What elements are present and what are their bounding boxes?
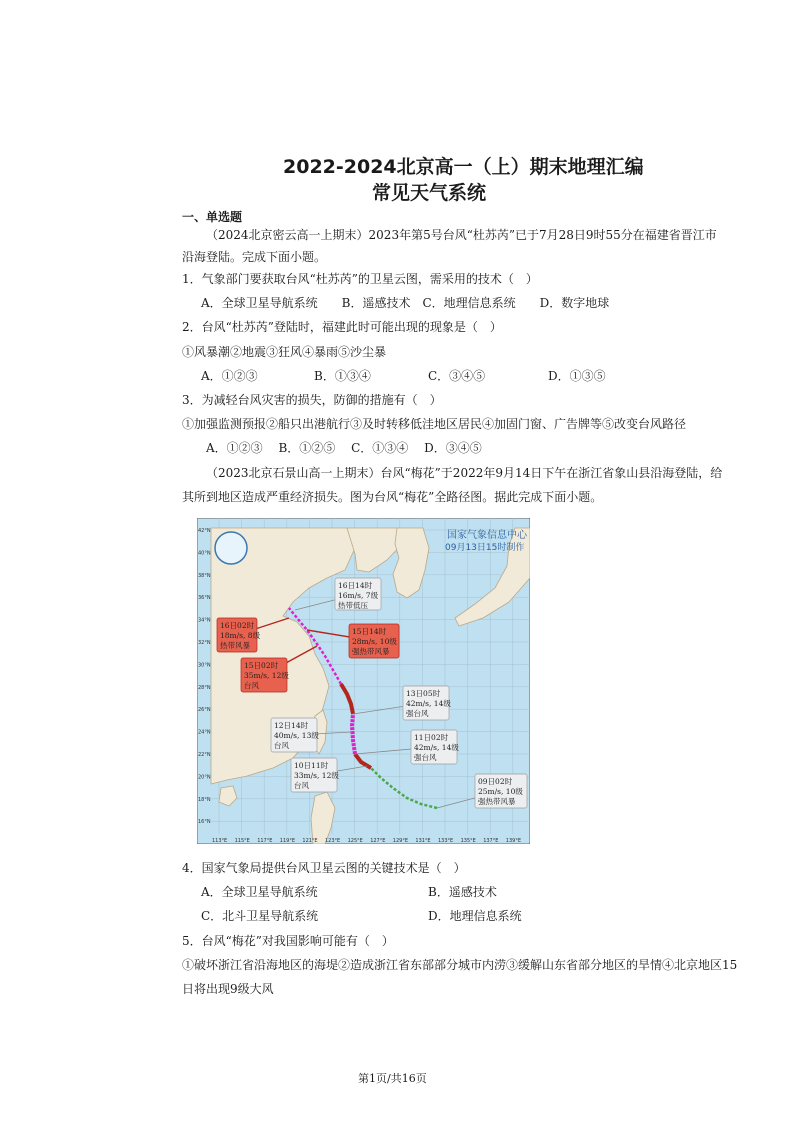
- question-2-items: ①风暴潮②地震③狂风④暴雨⑤沙尘暴: [182, 345, 387, 359]
- issued-label: 09月13日15时制作: [445, 543, 525, 553]
- callout-text: 热带风暴: [220, 641, 250, 650]
- latitude-label: 20°N: [198, 774, 211, 781]
- longitude-label: 127°E: [370, 838, 386, 844]
- longitude-label: 129°E: [392, 838, 409, 844]
- page-subtitle: 常见天气系统: [372, 182, 487, 204]
- callout-text: 25m/s, 10级: [478, 787, 523, 796]
- intro-2-line-2: 其所到地区造成严重经济损失。图为台风“梅花”全路径图。据此完成下面小题。: [182, 490, 603, 504]
- question-3-stem: 3．为减轻台风灾害的损失，防御的措施有（ ）: [182, 393, 442, 407]
- callout-text: 35m/s, 12级: [244, 671, 289, 680]
- longitude-label: 133°E: [438, 838, 454, 844]
- question-4-option-c: C．北斗卫星导航系统: [201, 909, 319, 923]
- callout-text: 台风: [294, 781, 309, 790]
- latitude-label: 22°N: [198, 752, 211, 758]
- question-2-option-d: D．①③⑤: [548, 369, 606, 383]
- longitude-label: 139°E: [505, 838, 522, 844]
- latitude-label: 24°N: [198, 729, 211, 736]
- latitude-label: 42°N: [198, 528, 211, 534]
- question-4-option-b: B．遥感技术: [428, 885, 497, 899]
- question-2-option-b: B．①③④: [314, 369, 371, 383]
- callout-text: 强台风: [414, 753, 437, 762]
- callout-text: 18m/s, 8级: [220, 631, 261, 640]
- callout-text: 15日14时: [352, 627, 387, 636]
- question-2-option-c: C．③④⑤: [428, 369, 486, 383]
- latitude-label: 34°N: [198, 617, 211, 624]
- latitude-label: 30°N: [198, 662, 211, 669]
- callout-text: 强热带风暴: [352, 647, 390, 656]
- question-5-stem: 5．台风“梅花”对我国影响可能有（ ）: [182, 934, 394, 948]
- callout-text: 热带低压: [338, 601, 368, 610]
- question-2-option-a: A．①②③: [201, 369, 258, 383]
- latitude-label: 26°N: [198, 707, 211, 714]
- page-footer: 第1页/共16页: [358, 1072, 427, 1085]
- longitude-label: 117°E: [257, 838, 273, 844]
- longitude-label: 135°E: [460, 838, 476, 844]
- question-4-stem: 4．国家气象局提供台风卫星云图的关键技术是（ ）: [182, 861, 466, 875]
- latitude-label: 36°N: [198, 595, 211, 602]
- weather-center-logo: [215, 532, 247, 564]
- callout-text: 16m/s, 7级: [338, 591, 379, 600]
- question-5-items-line-2: 日将出现9级大风: [182, 982, 274, 996]
- callout-text: 台风: [274, 741, 289, 750]
- callout-text: 12日14时: [274, 721, 309, 730]
- callout-text: 40m/s, 13级: [274, 731, 319, 740]
- longitude-label: 131°E: [415, 838, 431, 844]
- intro-1-line-2: 沿海登陆。完成下面小题。: [182, 250, 327, 264]
- page-title: 2022-2024北京高一（上）期末地理汇编: [283, 156, 644, 178]
- question-4-option-d: D．地理信息系统: [428, 909, 522, 923]
- question-2-stem: 2．台风“杜苏芮”登陆时，福建此时可能出现的现象是（ ）: [182, 320, 502, 334]
- question-5-items-line-1: ①破坏浙江省沿海地区的海堤②造成浙江省东部部分城市内涝③缓解山东省部分地区的旱情④北京地区15: [182, 958, 738, 972]
- callout-text: 强台风: [406, 709, 429, 718]
- question-4-option-a: A．全球卫星导航系统: [201, 885, 318, 899]
- longitude-label: 119°E: [279, 838, 296, 844]
- question-1-stem: 1．气象部门要获取台风“杜苏芮”的卫星云图，需采用的技术（ ）: [182, 272, 538, 286]
- latitude-label: 28°N: [198, 684, 211, 691]
- callout-text: 10日11时: [294, 761, 329, 770]
- callout-text: 16日14时: [338, 581, 373, 590]
- callout-text: 42m/s, 14级: [406, 699, 451, 708]
- callout-text: 15日02时: [244, 661, 279, 670]
- callout-text: 16日02时: [220, 621, 255, 630]
- longitude-label: 123°E: [325, 838, 341, 844]
- agency-label: 国家气象信息中心: [447, 530, 527, 541]
- callout-text: 台风: [244, 681, 259, 690]
- intro-2-line-1: （2023北京石景山高一上期末）台风“梅花”于2022年9月14日下午在浙江省象山县沿海登陆，给: [206, 466, 723, 480]
- latitude-label: 38°N: [198, 572, 211, 579]
- callout-text: 强热带风暴: [478, 797, 516, 806]
- longitude-label: 115°E: [234, 838, 250, 844]
- callout-text: 11日02时: [414, 733, 449, 742]
- question-3-options: A．①②③ B．①②⑤ C．①③④ D．③④⑤: [206, 441, 482, 455]
- callout-text: 13日05时: [406, 689, 441, 698]
- question-3-items: ①加强监测预报②船只出港航行③及时转移低洼地区居民④加固门窗、广告牌等⑤改变台风路径: [182, 417, 687, 431]
- longitude-label: 137°E: [483, 838, 499, 844]
- longitude-label: 125°E: [347, 838, 363, 844]
- latitude-label: 18°N: [198, 796, 211, 803]
- latitude-label: 32°N: [198, 640, 211, 646]
- longitude-label: 113°E: [212, 838, 228, 844]
- callout-text: 42m/s, 14级: [414, 743, 459, 752]
- section-heading: 一、单选题: [182, 210, 243, 224]
- callout-text: 09日02时: [478, 777, 513, 786]
- question-1-options: A．全球卫星导航系统 B．遥感技术 C．地理信息系统 D．数字地球: [201, 296, 610, 310]
- typhoon-track-map: [197, 518, 530, 844]
- latitude-label: 40°N: [198, 550, 211, 557]
- latitude-label: 16°N: [198, 819, 211, 826]
- longitude-label: 121°E: [302, 838, 318, 844]
- callout-text: 33m/s, 12级: [294, 771, 339, 780]
- callout-text: 28m/s, 10级: [352, 637, 397, 646]
- intro-1-line-1: （2024北京密云高一上期末）2023年第5号台风“杜苏芮”已于7月28日9时55分在福建省晋江市: [206, 228, 717, 242]
